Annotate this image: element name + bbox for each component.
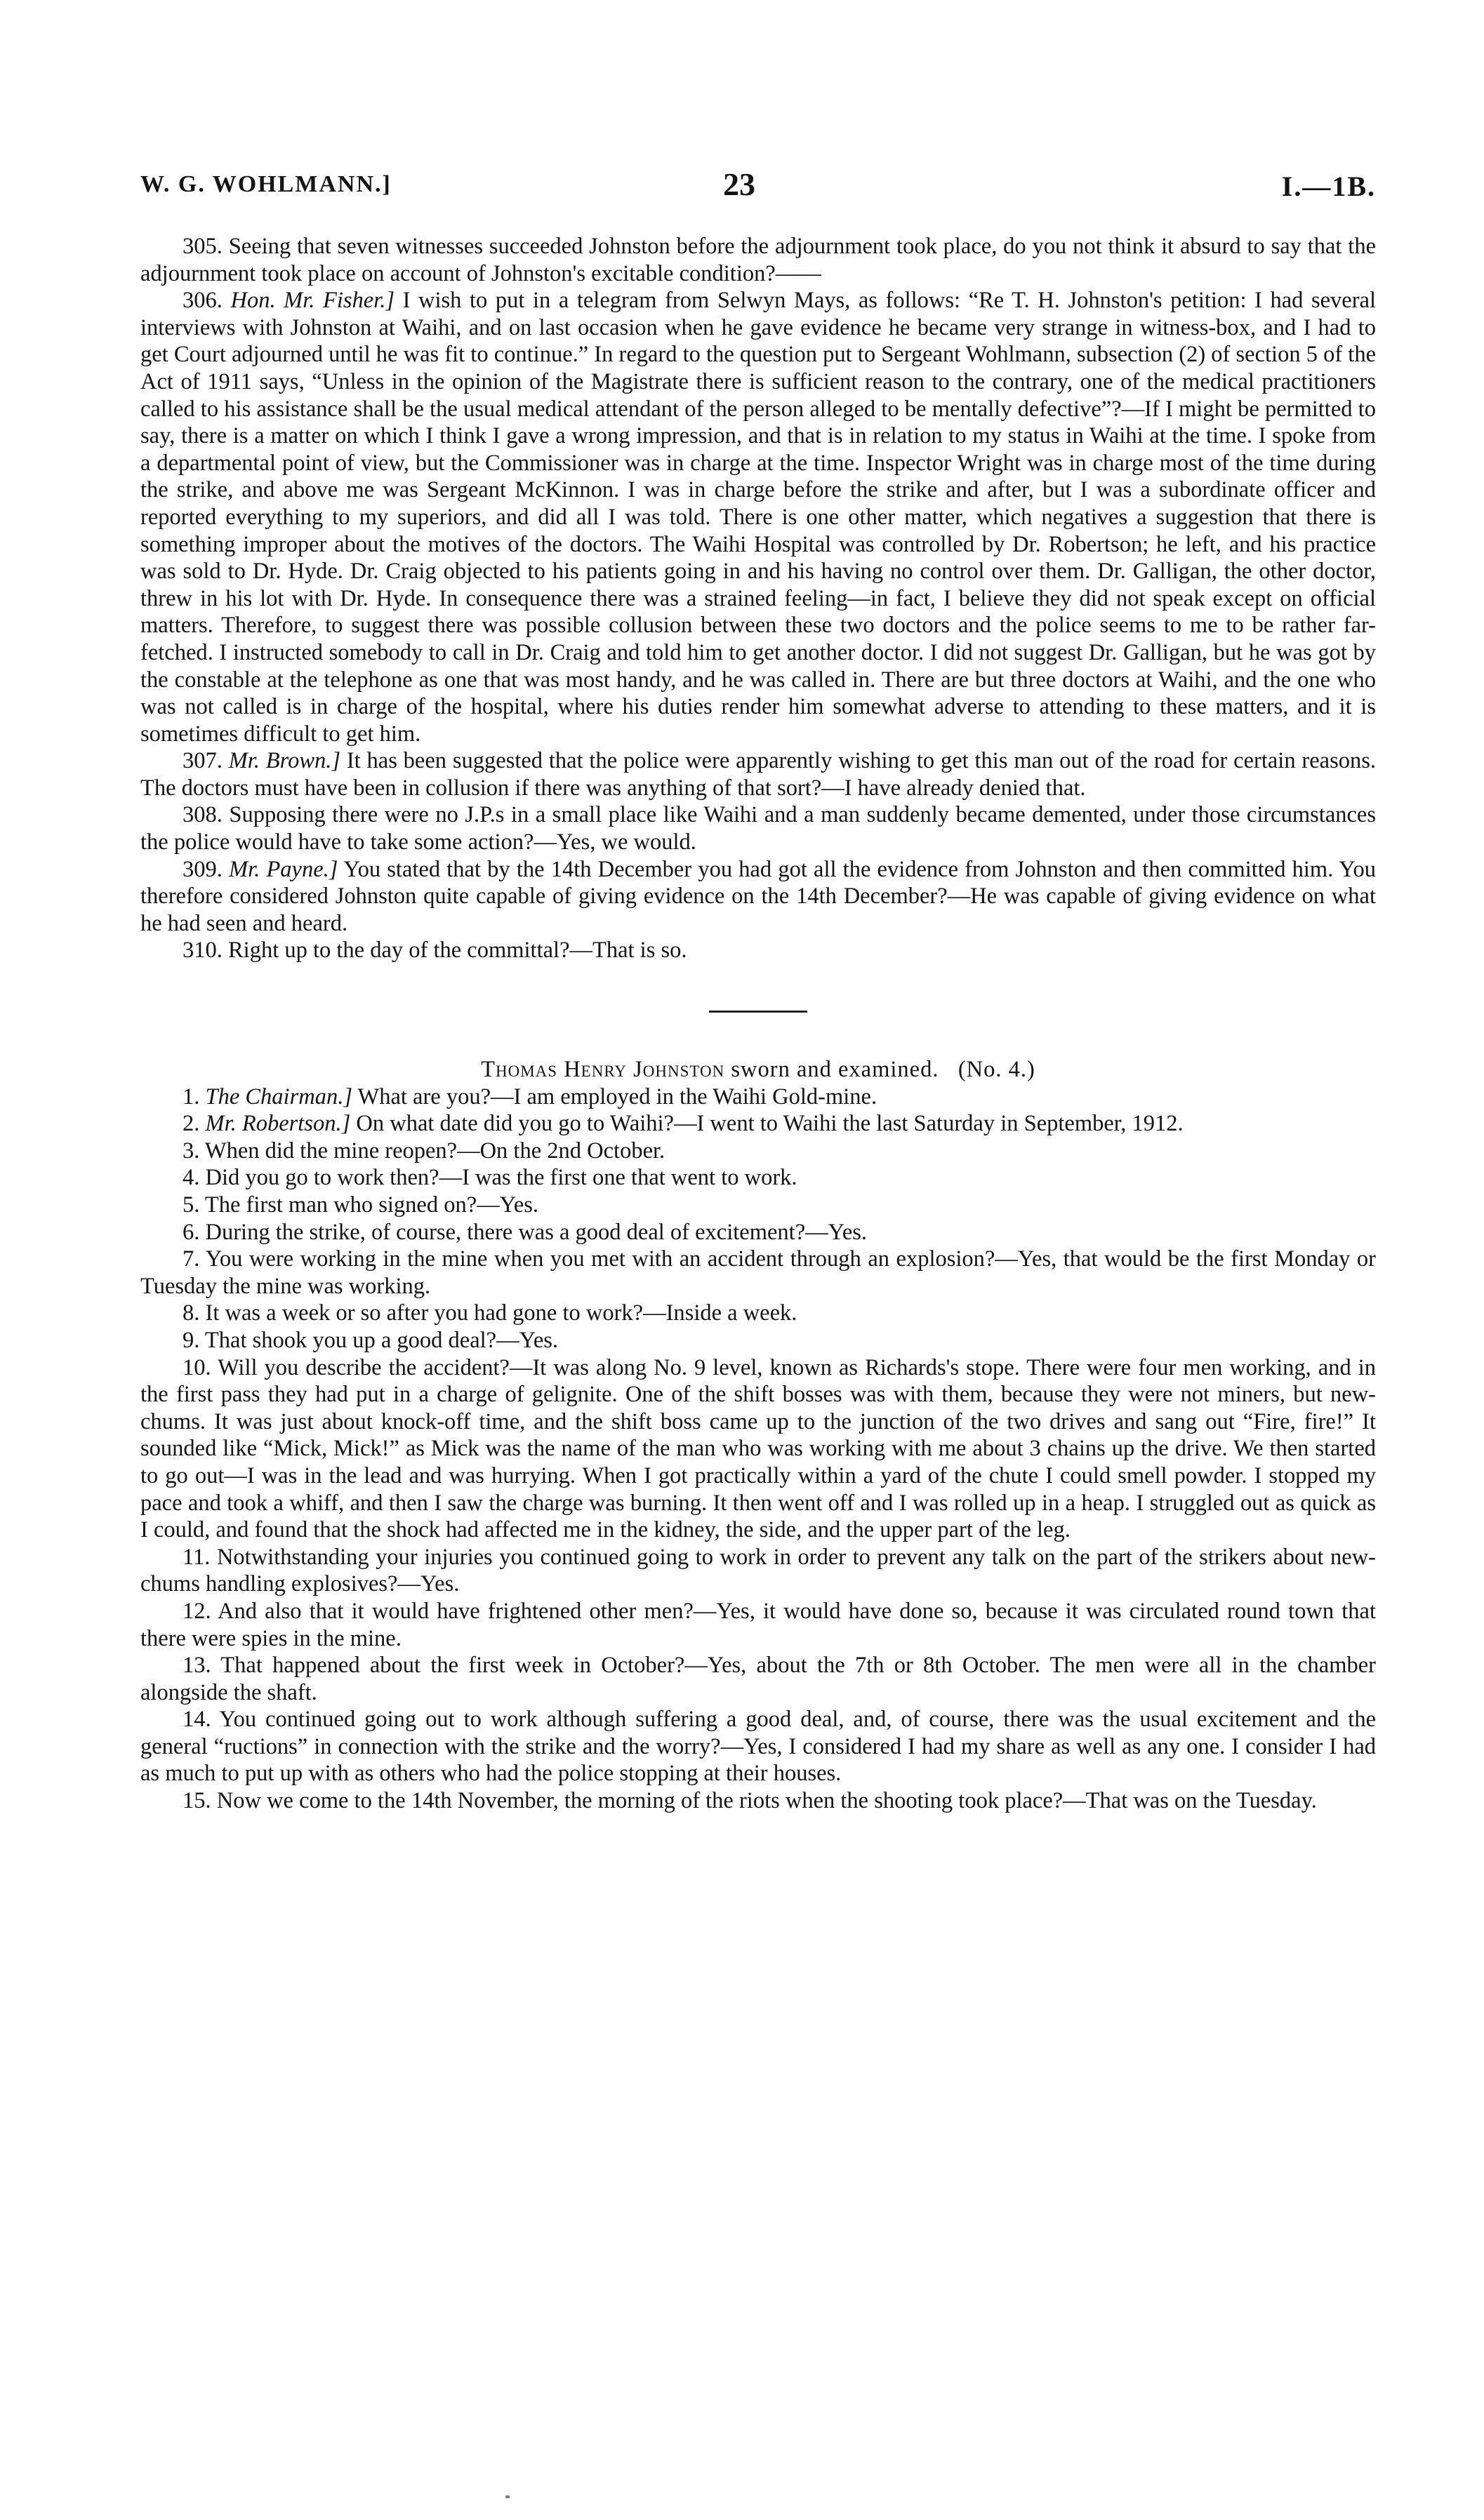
question-text: When did the mine reopen?—On the 2nd October. bbox=[204, 1138, 665, 1164]
question-text: I wish to put in a telegram from Selwyn Mays, as follows: “Re T. H. Johnston's petition: I had several interviews with Johnston at Waihi, and on last occasion when he gave evidence he became very strange in witness-box, and I had to get Court adjourned until he was fit to continue.” In regard to the question put to Sergeant Wohlmann, subsection (2) of section 5 of the Act of 1911 says, “Unless in the opinion of the Magistrate there is sufficient reason to the contrary, one of the medical practitioners called to his assistance shall be the usual medical attendant of the person alleged to be mentally defective”?—If I might be permitted to say, there is a matter on which I think I gave a wrong impression, and that is in relation to my status in Waihi at the time. I spoke from a departmental point of view, but the Commissioner was in charge at the time. Inspector Wright was in charge most of the time during the strike, and above me was Sergeant McKinnon. I was in charge before the strike and after, but I was a subordinate officer and reported everything to my superiors, and did all I was told. There is one other matter, which negatives a suggestion that there is something improper about the motives of the doctors. The Waihi Hospital was controlled by Dr. Robertson; he left, and his practice was sold to Dr. Hyde. Dr. Craig objected to his patients going in and his having no control over them. Dr. Galligan, the other doctor, threw in his lot with Dr. Hyde. In consequence there was a strained feeling—in fact, I believe they did not speak except on official matters. Therefore, to suggest there was possible collusion between these two doctors and the police seems to me to be rather far-fetched. I instructed somebody to call in Dr. Craig and told him to get another doctor. I did not suggest Dr. Galligan, but he was got by the constable at the telephone as one that was most handy, and he was called in. There are but three doctors at Waihi, and the one who was not called is in charge of the hospital, where his duties render him somewhat adverse to attending to these matters, and it is sometimes difficult to get him. bbox=[140, 288, 1376, 747]
question-text: And also that it would have frightened other men?—Yes, it would have done so, because it was circulated round town that there were spies in the mine. bbox=[140, 1598, 1376, 1651]
speaker-label: Mr. Payne.] bbox=[229, 856, 338, 882]
question-paragraph bbox=[140, 1110, 1376, 1138]
question-number: 309. bbox=[183, 856, 223, 882]
question-number: 3. bbox=[183, 1138, 200, 1164]
johnston-testimony bbox=[140, 1084, 1376, 1815]
question-text: That happened about the first week in October?—Yes, about the 7th or 8th October. The men were all in the chamber alongside the shaft. bbox=[140, 1653, 1376, 1705]
question-paragraph bbox=[140, 1246, 1376, 1300]
question-text: Notwithstanding your injuries you continued going to work in order to prevent any talk on the part of the strikers about new-chums handling explosives?—Yes. bbox=[140, 1544, 1377, 1597]
speaker-label: Hon. Mr. Fisher.] bbox=[230, 288, 395, 314]
question-text: During the strike, of course, there was a good deal of excitement?—Yes. bbox=[205, 1219, 868, 1245]
header-witness-name: W. G. WOHLMANN.] bbox=[140, 171, 392, 197]
question-paragraph bbox=[140, 937, 1376, 964]
question-number: 4. bbox=[183, 1165, 200, 1191]
question-paragraph bbox=[140, 801, 1376, 855]
question-text: That shook you up a good deal?—Yes. bbox=[204, 1327, 559, 1353]
question-number: 310. bbox=[183, 938, 223, 964]
question-text: Supposing there were no J.P.s in a small place like Waihi and a man suddenly became demented, under those circumstances the police would have to take some action?—Yes, we would. bbox=[140, 802, 1376, 855]
question-number: 8. bbox=[183, 1300, 200, 1326]
question-number: 10. bbox=[183, 1354, 211, 1380]
page-number: 23 bbox=[723, 166, 755, 202]
question-number: 13. bbox=[183, 1653, 211, 1679]
question-number: 305. bbox=[183, 234, 223, 259]
question-text: What are you?—I am employed in the Waihi Gold-mine. bbox=[357, 1084, 877, 1109]
question-paragraph bbox=[140, 856, 1376, 938]
question-text: Will you describe the accident?—It was along No. 9 level, known as Richards's stope. There were four men working, and in the first pass they had put in a charge of gelignite. One of the shift bosses was with them, because they were not miners, but new-chums. It was just about knock-off time, and the shift boss came up to the junction of the two drives and sang out “Fire, fire!” It sounded like “Mick, Mick!” as Mick was the name of the man who was working with me about 3 chains up the drive. We then started to go out—I was in the lead and was hurrying. When I got practically within a yard of the chute I could smell powder. I stopped my pace and took a whiff, and then I saw the charge was burning. It then went off and I was rolled up in a heap. I struggled out as quick as I could, and found that the shock had affected me in the kidney, the side, and the upper part of the leg. bbox=[140, 1354, 1376, 1543]
question-number: 306. bbox=[183, 288, 223, 314]
question-paragraph bbox=[140, 1787, 1376, 1815]
document-body bbox=[140, 233, 1376, 1815]
question-paragraph bbox=[140, 1544, 1376, 1598]
question-text: You continued going out to work although suffering a good deal, and, of course, there was the usual excitement and the general “ructions” in connection with the strike and the worry?—Yes, I considered I had my share as well as any one. I consider I had as much to put up with as others who had the police stopping at their houses. bbox=[140, 1707, 1376, 1787]
question-paragraph bbox=[140, 233, 1376, 287]
speaker-label: Mr. Brown.] bbox=[228, 748, 341, 774]
question-number: 307. bbox=[183, 748, 223, 774]
question-text: It was a week or so after you had gone to work?—Inside a week. bbox=[205, 1300, 797, 1326]
question-text: Right up to the day of the committal?—That is so. bbox=[228, 938, 687, 964]
witness-name: Thomas Henry Johnston bbox=[481, 1057, 725, 1083]
question-paragraph bbox=[140, 1300, 1376, 1327]
page-speck bbox=[505, 2495, 510, 2498]
question-text: Seeing that seven witnesses succeeded Johnston before the adjournment took place, do you not think it absurd to say that the adjournment took place on account of Johnston's excitable condition?—— bbox=[140, 234, 1376, 286]
question-paragraph bbox=[140, 1164, 1376, 1192]
question-number: 9. bbox=[183, 1327, 200, 1353]
question-paragraph bbox=[140, 1652, 1376, 1706]
witness-number: (No. 4.) bbox=[958, 1057, 1035, 1083]
question-paragraph bbox=[140, 1084, 1376, 1111]
question-number: 15. bbox=[183, 1788, 211, 1814]
question-number: 11. bbox=[183, 1544, 211, 1570]
question-number: 12. bbox=[183, 1598, 211, 1624]
question-paragraph bbox=[140, 1192, 1376, 1219]
speaker-label: Mr. Robertson.] bbox=[205, 1111, 351, 1137]
witness-status: sworn and examined. bbox=[731, 1057, 939, 1083]
question-text: You were working in the mine when you met with an accident through an explosion?—Yes, that would be the first Monday or Tuesday the mine was working. bbox=[140, 1246, 1377, 1299]
question-text: On what date did you go to Waihi?—I went to Waihi the last Saturday in September, 1912. bbox=[356, 1111, 1184, 1137]
question-paragraph bbox=[140, 287, 1376, 747]
question-paragraph bbox=[140, 747, 1376, 801]
paper-reference: I.—1B. bbox=[1281, 171, 1376, 202]
question-text: Did you go to work then?—I was the first one that went to work. bbox=[205, 1165, 797, 1191]
question-text: It has been suggested that the police were apparently wishing to get this man out of the road for certain reasons. The doctors must have been in collusion if there was anything of that sort?—I have already denied that. bbox=[140, 748, 1377, 801]
question-paragraph bbox=[140, 1598, 1376, 1652]
witness-heading bbox=[140, 1056, 1376, 1084]
question-paragraph bbox=[140, 1354, 1376, 1544]
wohlmann-testimony bbox=[140, 233, 1376, 964]
section-divider bbox=[709, 1011, 807, 1013]
question-paragraph bbox=[140, 1706, 1376, 1787]
question-number: 5. bbox=[183, 1192, 200, 1218]
page-header bbox=[140, 166, 1376, 208]
question-paragraph bbox=[140, 1138, 1376, 1165]
question-text: Now we come to the 14th November, the morning of the riots when the shooting took place?—That was on the Tuesday. bbox=[216, 1788, 1317, 1814]
question-number: 308. bbox=[183, 802, 223, 828]
question-text: You stated that by the 14th December you had got all the evidence from Johnston and then committed him. You therefore considered Johnston quite capable of giving evidence on the 14th December?—He was capable of giving evidence on what he had seen and heard. bbox=[140, 856, 1377, 936]
question-number: 1. bbox=[183, 1084, 200, 1109]
speaker-label: The Chairman.] bbox=[205, 1084, 352, 1109]
question-number: 2. bbox=[183, 1111, 200, 1137]
question-paragraph bbox=[140, 1327, 1376, 1354]
question-text: The first man who signed on?—Yes. bbox=[204, 1192, 539, 1218]
question-paragraph bbox=[140, 1219, 1376, 1246]
question-number: 6. bbox=[183, 1219, 200, 1245]
question-number: 7. bbox=[183, 1246, 200, 1272]
question-number: 14. bbox=[183, 1707, 211, 1733]
